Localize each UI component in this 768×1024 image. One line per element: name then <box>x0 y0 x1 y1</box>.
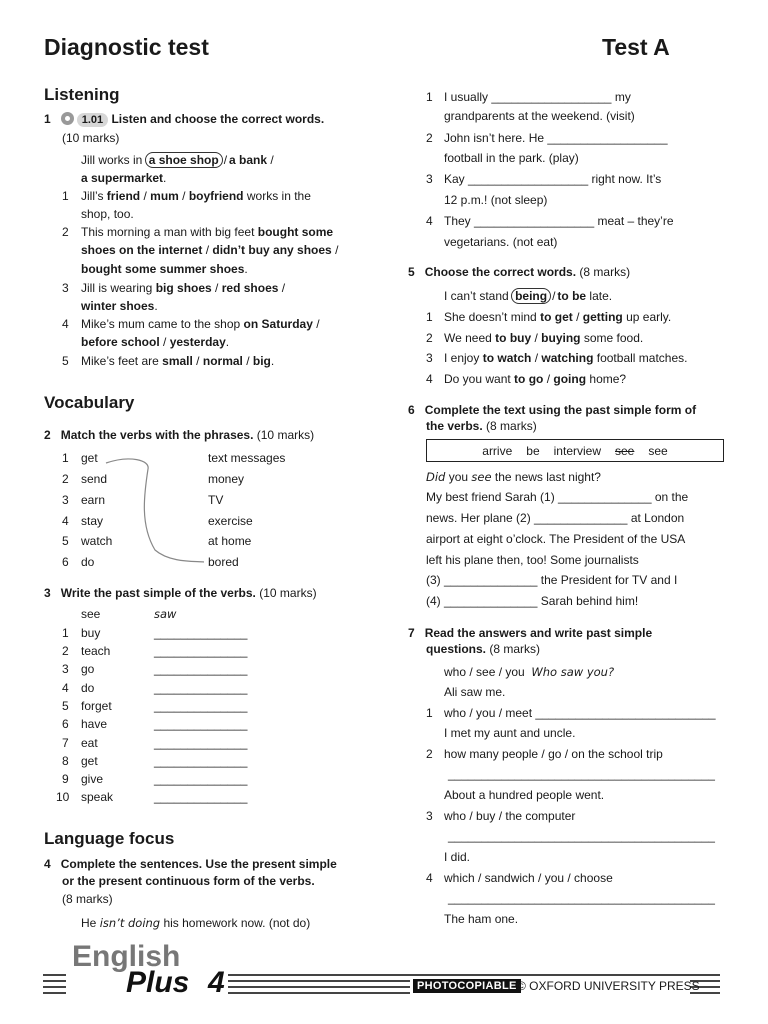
match-verb: watch <box>81 534 113 548</box>
ex3-verb: go <box>81 662 95 676</box>
ex2-instruction: 2 Match the verbs with the phrases. (10 marks) <box>44 428 315 442</box>
match-phrase: TV <box>208 493 224 507</box>
ex6-line-6: (4) ______________ Sarah behind him! <box>426 594 639 608</box>
match-line <box>100 455 210 570</box>
match-phrase: at home <box>208 534 252 548</box>
ex6-line-1: My best friend Sarah (1) ______________ on the <box>426 490 689 504</box>
ex3-verb: speak <box>81 790 114 804</box>
ex6-line-5: (3) ______________ the President for TV and I <box>426 573 678 587</box>
ex3-verb: forget <box>81 699 112 713</box>
ex5-example: I can’t stand being / to be late. <box>444 289 613 303</box>
ex3-example-answer: saw <box>154 607 177 621</box>
match-phrase: text messages <box>208 451 286 465</box>
brand-plus: Plus <box>126 966 190 999</box>
ex3-verb: get <box>81 754 98 768</box>
ex3-verb: give <box>81 772 104 786</box>
publisher: © OXFORD UNIVERSITY PRESS <box>517 979 700 993</box>
ex1-marks: (10 marks) <box>62 131 120 145</box>
ex1-item-3: Jill is wearing big shoes / red shoes / <box>81 281 286 295</box>
ex4-item-2: John isn’t here. He __________________ <box>444 131 668 145</box>
ex5-item-4: Do you want to go / going home? <box>444 372 627 386</box>
match-verb: get <box>81 451 98 465</box>
brand-english: English <box>72 940 181 973</box>
ex1-example: Jill works in a shoe shop / a bank / <box>81 153 274 167</box>
section-listening: Listening <box>44 85 120 104</box>
ex3-verb: do <box>81 681 95 695</box>
ex3-blank: ______________ <box>154 626 248 640</box>
ex5-instruction: 5 Choose the correct words. (8 marks) <box>408 265 631 279</box>
photocopiable-label: PHOTOCOPIABLE <box>413 979 521 993</box>
ex4-item-1: I usually __________________ my <box>444 90 631 104</box>
ex4-instruction: 4 Complete the sentences. Use the present simple <box>44 857 337 871</box>
track-badge: 1.01 <box>77 113 108 127</box>
ex3-blank: ______________ <box>154 754 248 768</box>
ex7-item-2: how many people / go / on the school trip <box>444 747 663 761</box>
ex7-instruction: 7 Read the answers and write past simple <box>408 626 653 640</box>
match-phrase: exercise <box>208 514 253 528</box>
ex3-instruction: 3 Write the past simple of the verbs. (10 marks) <box>44 586 317 600</box>
ex6-example: Did you see the news last night? <box>426 470 601 484</box>
ex5-item-3: I enjoy to watch / watching football matches. <box>444 351 688 365</box>
match-verb: send <box>81 472 108 486</box>
brand-level: 4 <box>208 966 225 999</box>
ex7-item-3: who / buy / the computer <box>444 809 576 823</box>
ex3-blank: ______________ <box>154 644 248 658</box>
ex3-blank: ______________ <box>154 790 248 804</box>
ex3-blank: ______________ <box>154 772 248 786</box>
ex4-item-4: They __________________ meat – they’re <box>444 214 674 228</box>
page-title: Diagnostic test <box>44 34 209 60</box>
ex6-line-2: news. Her plane (2) ______________ at London <box>426 511 685 525</box>
ex6-instruction: 6 Complete the text using the past simple form of <box>408 403 697 417</box>
test-label: Test A <box>602 34 670 60</box>
ex7-item-4: which / sandwich / you / choose <box>444 871 613 885</box>
match-phrase: money <box>208 472 245 486</box>
ex7-example: who / see / you Who saw you? <box>444 665 615 679</box>
ex3-blank: ______________ <box>154 681 248 695</box>
cd-icon <box>61 112 74 125</box>
ex3-blank: ______________ <box>154 699 248 713</box>
ex4-example: He isn’t doing his homework now. (not do) <box>81 916 311 930</box>
section-vocabulary: Vocabulary <box>44 393 135 412</box>
match-verb: do <box>81 555 95 569</box>
ex3-blank: ______________ <box>154 736 248 750</box>
ex3-verb: have <box>81 717 108 731</box>
ex3-blank: ______________ <box>154 662 248 676</box>
match-verb: stay <box>81 514 104 528</box>
ex6-line-4: left his plane then, too! Some journalists <box>426 553 639 567</box>
ex1-item-4: Mike’s mum came to the shop on Saturday / <box>81 317 320 331</box>
ex5-item-1: She doesn’t mind to get / getting up early. <box>444 310 672 324</box>
ex1-item-2: This morning a man with big feet bought some <box>81 225 334 239</box>
ex3-verb: teach <box>81 644 111 658</box>
match-phrase: bored <box>208 555 239 569</box>
ex7-item-1: who / you / meet ___________________________ <box>444 706 716 720</box>
ex5-item-2: We need to buy / buying some food. <box>444 331 644 345</box>
ex3-verb: eat <box>81 736 98 750</box>
ex4-item-3: Kay __________________ right now. It’s <box>444 172 662 186</box>
word-box: arrive be interview see see <box>426 439 724 462</box>
ex3-verb: buy <box>81 626 101 640</box>
ex1-item-1: Jill’s friend / mum / boyfriend works in the <box>81 189 311 203</box>
ex6-line-3: airport at eight o’clock. The President of the USA <box>426 532 686 546</box>
ex3-blank: ______________ <box>154 717 248 731</box>
ex1-instruction: 1 1.01 Listen and choose the correct words. <box>44 112 325 126</box>
ex1-item-5: Mike’s feet are small / normal / big. <box>81 354 275 368</box>
section-language-focus: Language focus <box>44 829 175 848</box>
match-verb: earn <box>81 493 106 507</box>
